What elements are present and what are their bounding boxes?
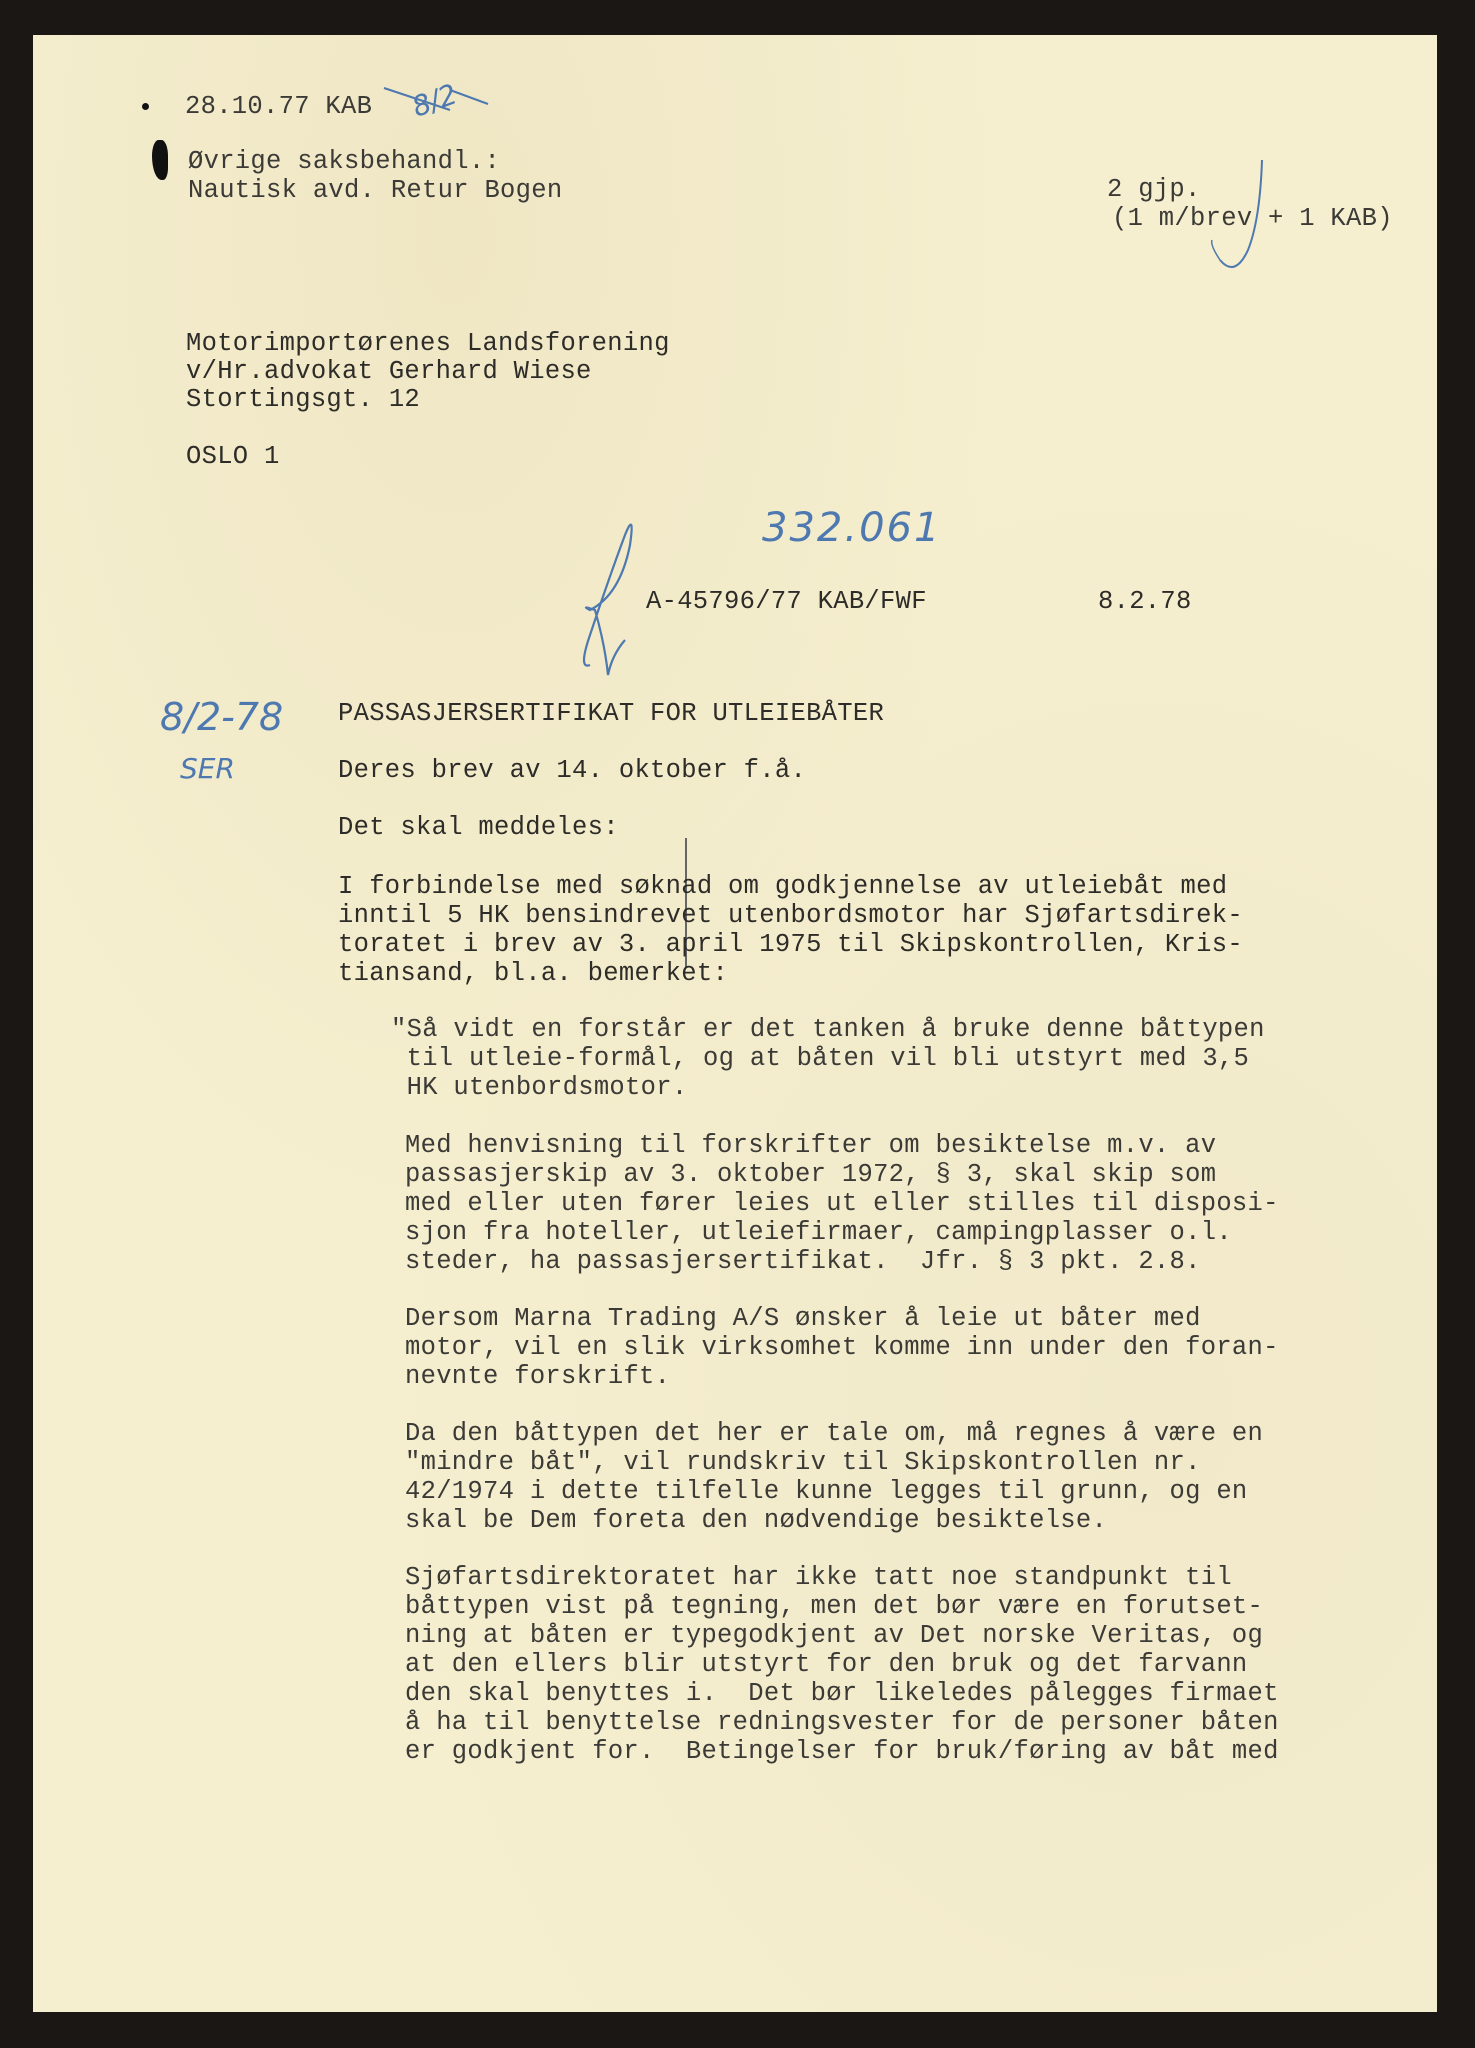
quote5-line: den skal benyttes i. Det bør likeledes pålegges firmaet	[405, 1679, 1279, 1708]
recipient-city: OSLO 1	[186, 442, 280, 471]
quote2-line: steder, ha passasjersertifikat. Jfr. § 3 pkt. 2.8.	[405, 1247, 1201, 1276]
quote4-line: skal be Dem foreta den nødvendige besiktelse.	[405, 1506, 1108, 1535]
strikethrough-mark	[380, 84, 490, 114]
quote2-line: sjon fra hoteller, utleiefirmaer, campingplasser o.l.	[405, 1218, 1232, 1247]
margin-note-initials: SER	[180, 752, 235, 785]
quote4-line: 42/1974 i dette tilfelle kunne legges til grunn, og en	[405, 1477, 1248, 1506]
quote1-line: HK utenbordsmotor.	[391, 1073, 688, 1102]
ink-blot	[142, 103, 149, 110]
copy-note-line1: Øvrige saksbehandl.:	[188, 147, 501, 176]
letter-date: 8.2.78	[1098, 587, 1192, 616]
recipient-name: Motorimportørenes Landsforening	[186, 329, 670, 358]
quote3-line: motor, vil en slik virksomhet komme inn under den foran-	[405, 1333, 1279, 1362]
quote4-line: "mindre båt", vil rundskriv til Skipskontrollen nr.	[405, 1448, 1201, 1477]
quote5-line: å ha til benyttelse redningsvester for de personer båten	[405, 1708, 1279, 1737]
paragraph1-line: tiansand, bl.a. bemerket:	[338, 959, 729, 988]
copies-line1: 2 gjp.	[1107, 175, 1201, 204]
quote5-line: er godkjent for. Betingelser for bruk/føring av båt med	[405, 1737, 1279, 1766]
quote2-line: passasjerskip av 3. oktober 1972, § 3, skal skip som	[405, 1160, 1217, 1189]
quote2-line: med eller uten fører leies ut eller stilles til disposi-	[405, 1189, 1279, 1218]
case-number: A-45796/77 KAB/FWF	[646, 587, 927, 616]
quote1-line: til utleie-formål, og at båten vil bli utstyrt med 3,5	[391, 1044, 1250, 1073]
margin-note-date: 8/2-78	[160, 695, 284, 739]
subject-line: PASSASJERSERTIFIKAT FOR UTLEIEBÅTER	[338, 699, 885, 728]
archive-number: 332.061	[762, 505, 942, 551]
checkmark-icon	[1200, 160, 1280, 270]
quote5-line: Sjøfartsdirektoratet har ikke tatt noe standpunkt til	[405, 1563, 1232, 1592]
recipient-street: Stortingsgt. 12	[186, 385, 421, 414]
quote1-line: "Så vidt en forstår er det tanken å bruke denne båttypen	[391, 1015, 1265, 1044]
handwritten-signature	[550, 515, 640, 680]
copies-line2: (1 m/brev + 1 KAB)	[1112, 204, 1393, 233]
quote4-line: Da den båttypen det her er tale om, må regnes å være en	[405, 1419, 1264, 1448]
paragraph1-line: I forbindelse med søknad om godkjennelse av utleiebåt med	[338, 872, 1228, 901]
handwritten-initials: 8/2	[407, 77, 462, 124]
copy-note-line2: Nautisk avd. Retur Bogen	[188, 176, 563, 205]
quote3-line: Dersom Marna Trading A/S ønsker å leie ut båter med	[405, 1304, 1201, 1333]
ink-blot	[152, 140, 168, 180]
paragraph1-line: inntil 5 HK bensindrevet utenbordsmotor har Sjøfartsdirek-	[338, 901, 1243, 930]
quote2-line: Med henvisning til forskrifter om besiktelse m.v. av	[405, 1131, 1217, 1160]
intro-line: Det skal meddeles:	[338, 813, 619, 842]
quote5-line: båttypen vist på tegning, men det bør være en forutset-	[405, 1592, 1264, 1621]
recipient-attention: v/Hr.advokat Gerhard Wiese	[186, 357, 592, 386]
quote5-line: at den ellers blir utstyrt for den bruk og det farvann	[405, 1650, 1248, 1679]
quote3-line: nevnte forskrift.	[405, 1362, 671, 1391]
quote5-line: ning at båten er typegodkjent av Det norske Veritas, og	[405, 1621, 1264, 1650]
dateline: 28.10.77 KAB	[185, 92, 373, 121]
reference-line: Deres brev av 14. oktober f.å.	[338, 756, 807, 785]
paragraph1-line: toratet i brev av 3. april 1975 til Skipskontrollen, Kris-	[338, 930, 1243, 959]
